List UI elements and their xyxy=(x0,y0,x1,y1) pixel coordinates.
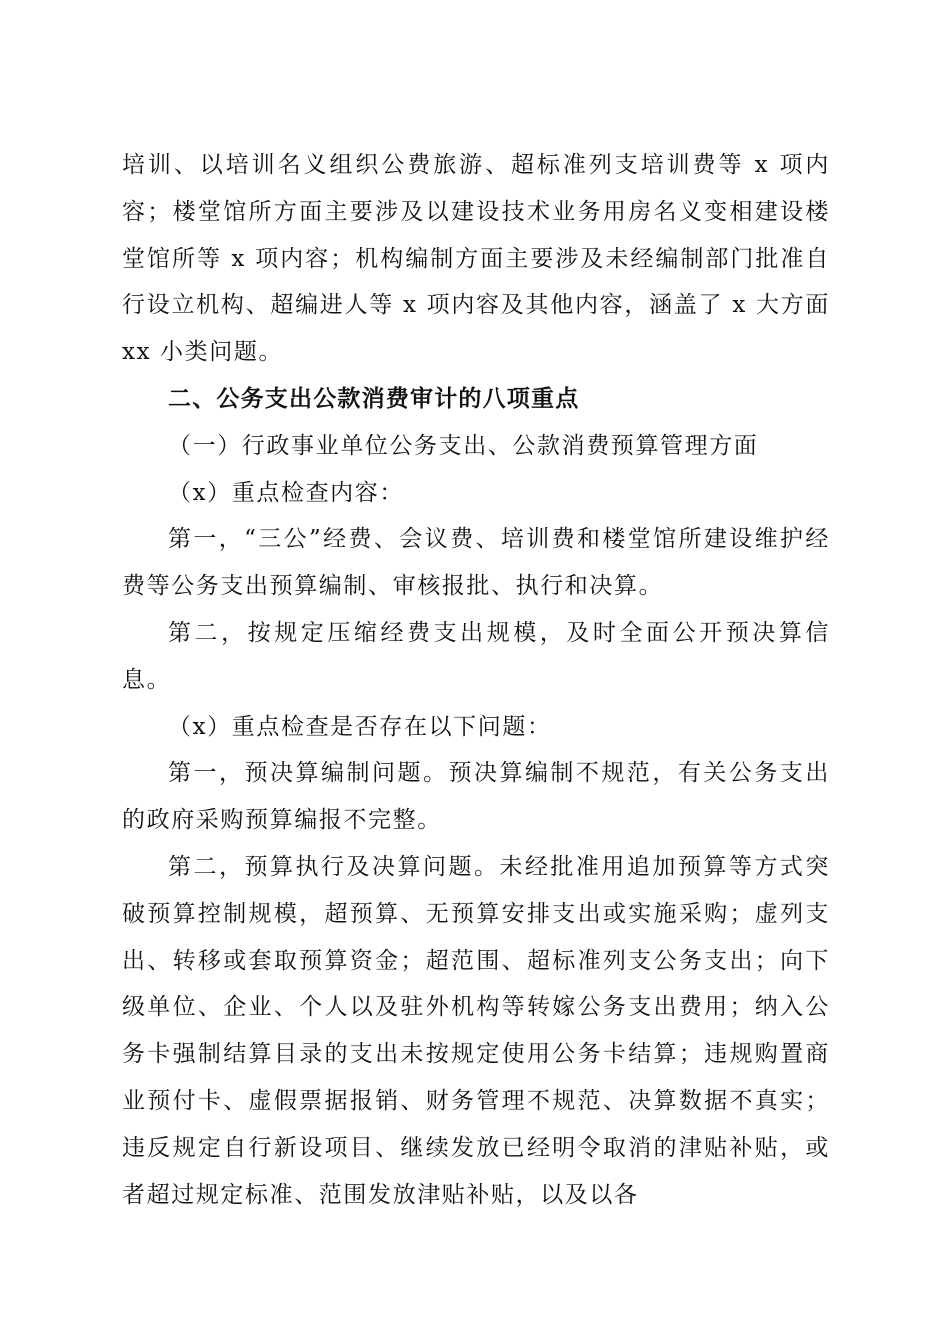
subsection-heading: （一）行政事业单位公务支出、公款消费预算管理方面 xyxy=(168,432,759,459)
document-body xyxy=(122,142,830,1218)
paragraph-first-item: 第一，“三公”经费、会议费、培训费和楼堂馆所建设维护经费等公务支出预算编制、审核报批、执行和决算。 xyxy=(122,526,830,600)
paragraph-first-problem: 第一，预决算编制问题。预决算编制不规范，有关公务支出的政府采购预算编报不完整。 xyxy=(122,760,830,834)
paragraph-second-item: 第二，按规定压缩经费支出规模，及时全面公开预决算信息。 xyxy=(122,619,830,693)
check-problems-label: （x）重点检查是否存在以下问题： xyxy=(168,713,552,740)
paragraph-second-problem: 第二，预算执行及决算问题。未经批准用追加预算等方式突破预算控制规模，超预算、无预算安排支出或实施采购；虚列支出、转移或套取预算资金；超范围、超标准列支公务支出；向下级单位、企业、个人以及驻外机构等转嫁公务支出费用；纳入公务卡强制结算目录的支出未按规定使用公务卡结算；违规购置商业预付卡、虚假票据报销、财务管理不规范、决算数据不真实；违反规定自行新设项目、继续发放已经明令取消的津贴补贴，或者超过规定标准、范围发放津贴补贴，以及以各 xyxy=(122,853,830,1208)
paragraph-continuation: 培训、以培训名义组织公费旅游、超标准列支培训费等 x 项内容；楼堂馆所方面主要涉及以建设技术业务用房名义变相建设楼堂馆所等 x 项内容；机构编制方面主要涉及未经编制部门批准自行设立机构、超编进人等 x 项内容及其他内容，涵盖了 x 大方面 xx 小类问题。 xyxy=(122,152,830,366)
check-content-label: （x）重点检查内容： xyxy=(168,479,404,506)
section-heading: 二、公务支出公款消费审计的八项重点 xyxy=(168,385,580,412)
